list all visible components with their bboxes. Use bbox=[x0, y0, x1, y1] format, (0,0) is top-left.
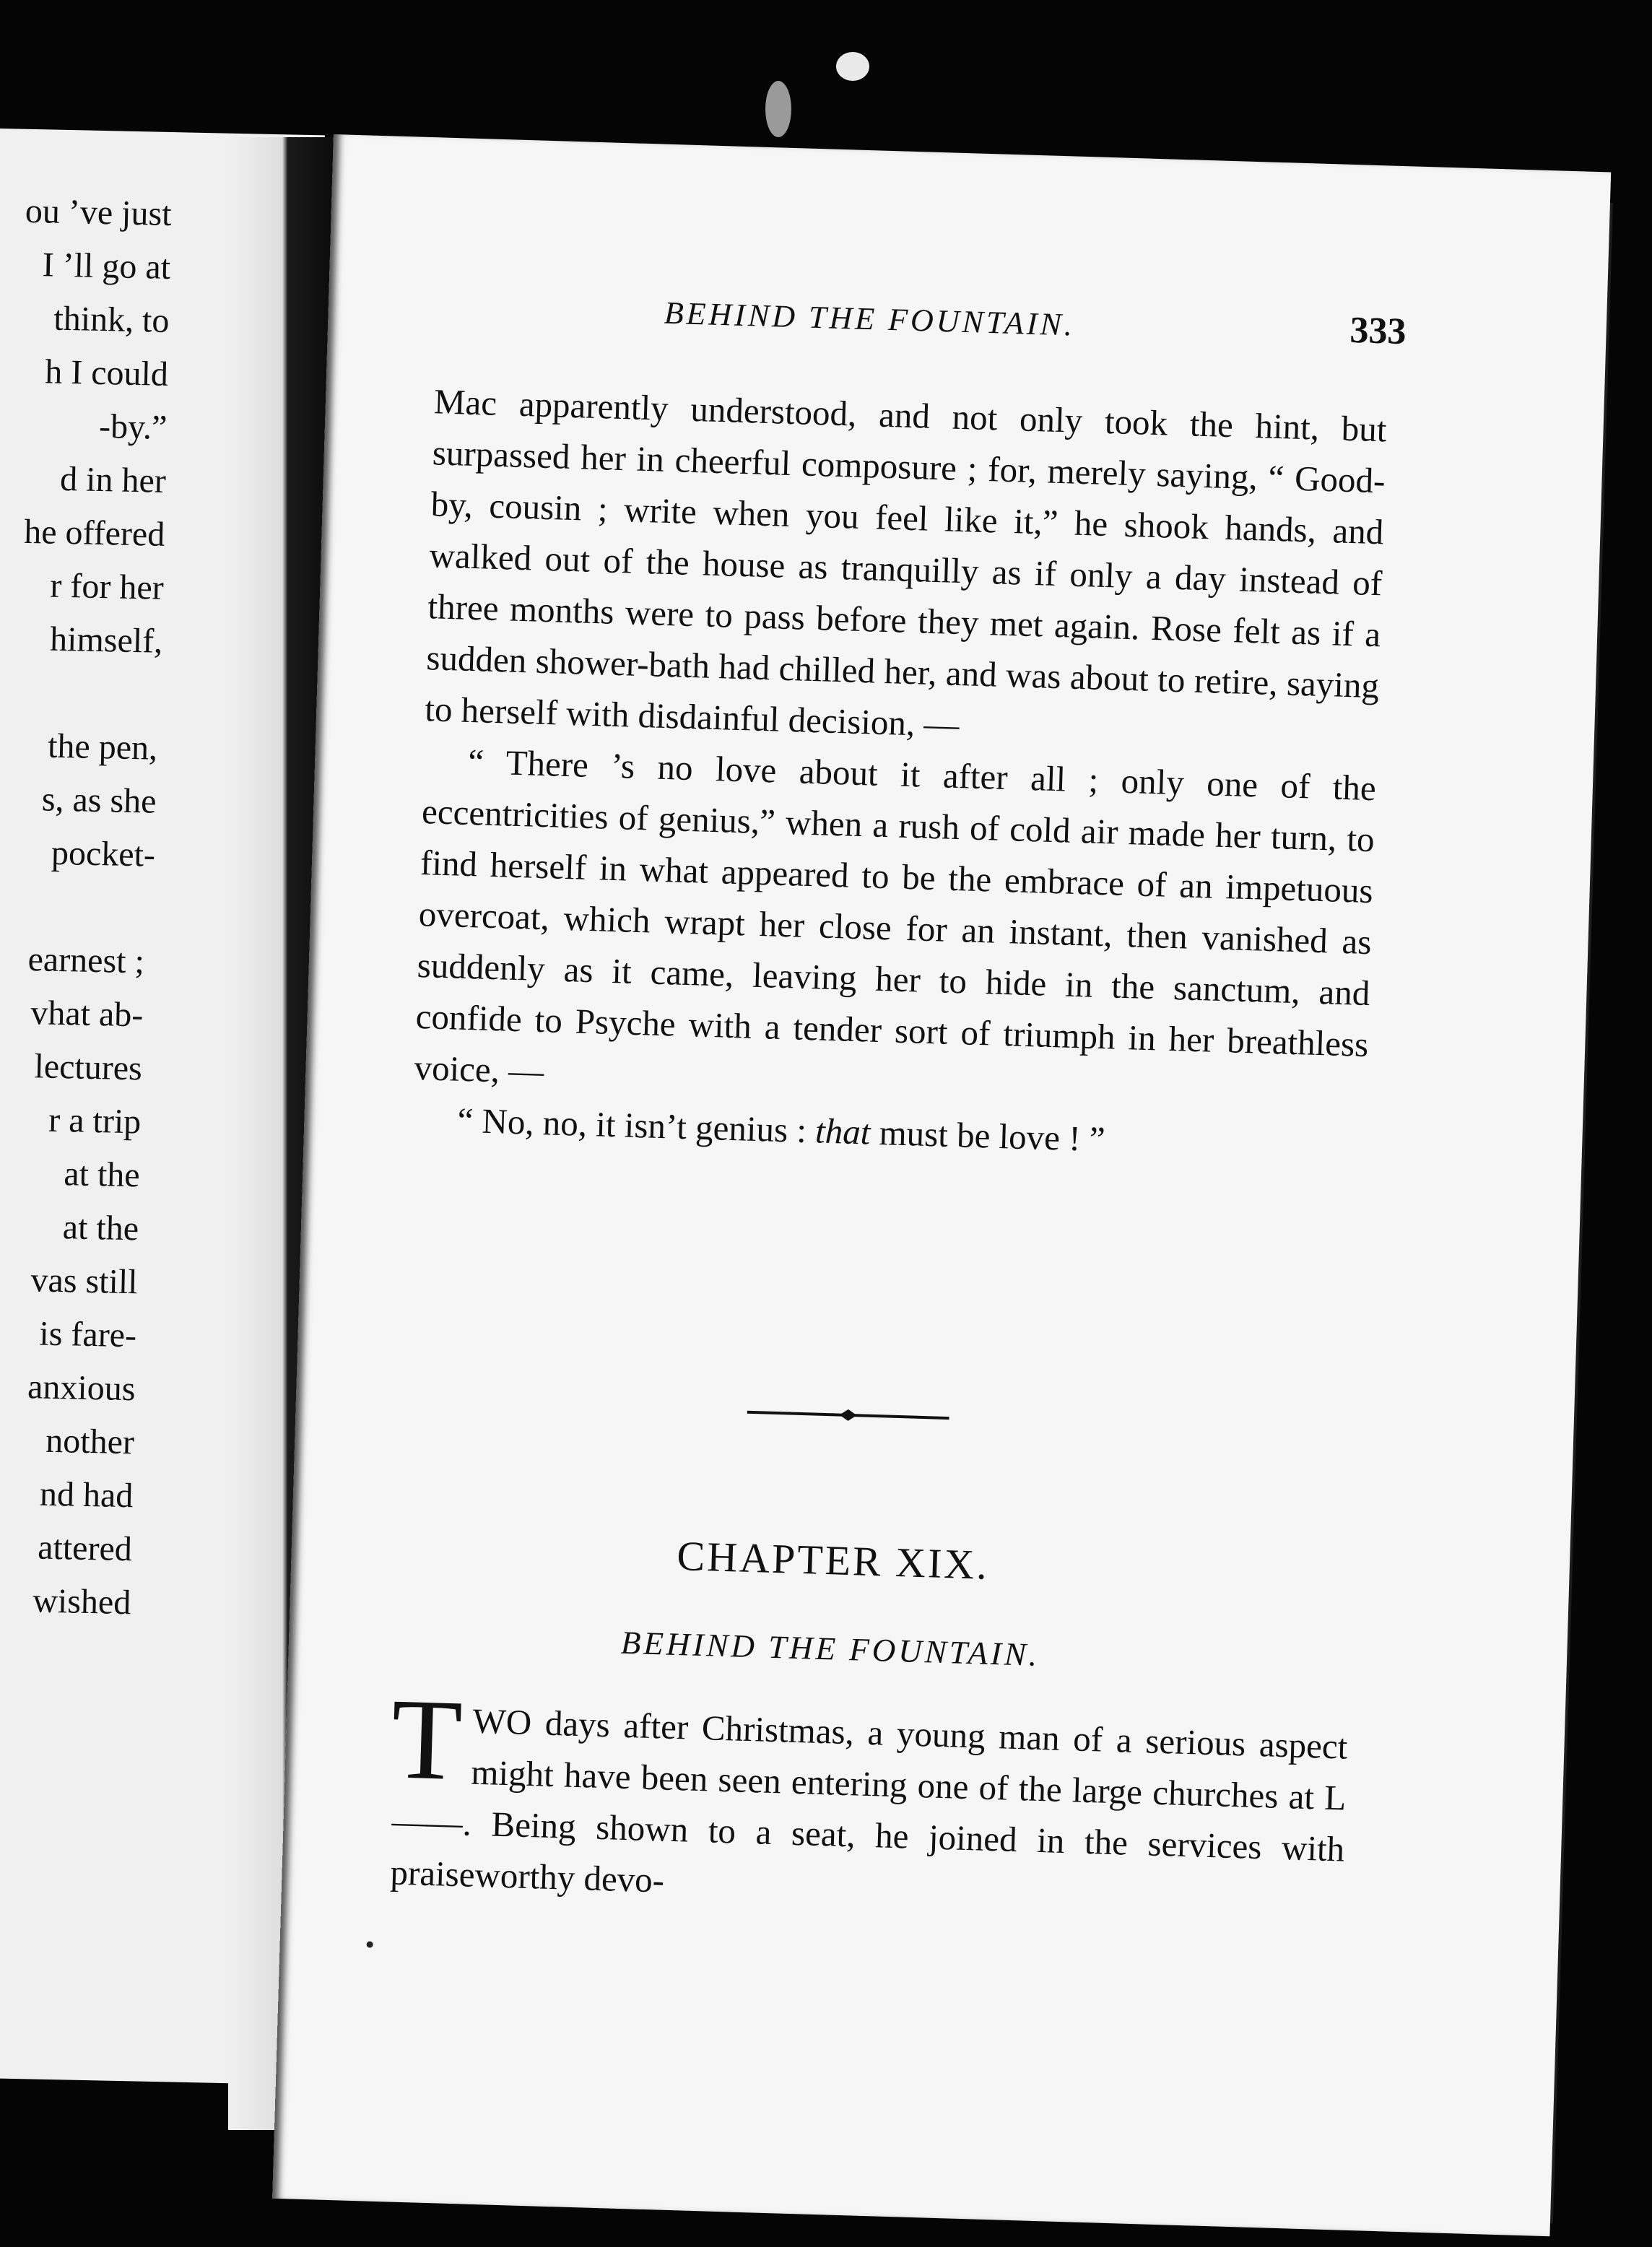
left-page-lines bbox=[0, 129, 325, 1622]
left-page-line: -by.” bbox=[98, 407, 168, 447]
paragraph: “ There ’s no love about it after all ; only one of the eccentricities of genius,” when a rush of cold air made her turn, to find herself in what appeared to be the embrace of an impetuous overcoat, which wrapt her close for an instant, then vanished as suddenly as it came, leaving her to hide in the sanctum, and confide to Psyche with a tender sort of triumph in her breathless voice, — bbox=[413, 741, 1377, 1092]
paragraph: Mac apparently understood, and not only took the hint, but surpassed her in cheerful composure ; for, merely saying, “ Good-by, cousin ; write when you feel like it,” he shook hands, and walked out of the house as tranquilly as if only a day instead of three months were to pass before they met again. Rose felt as if a sudden shower-bath had chilled her, and was about to retire, saying to herself with disdainful decision, — bbox=[424, 381, 1388, 745]
left-page-line: at the bbox=[62, 1208, 139, 1248]
left-page-line: the pen, bbox=[47, 726, 158, 768]
closing-text-start: “ No, no, it isn’t genius : bbox=[456, 1100, 817, 1151]
left-page-line: lectures bbox=[34, 1047, 143, 1088]
scan-blotch bbox=[836, 52, 869, 81]
opening-small-caps: WO bbox=[471, 1700, 533, 1743]
left-page-line: think, to bbox=[53, 299, 170, 340]
section-divider-ornament bbox=[747, 1404, 949, 1427]
closing-emphasis: that bbox=[814, 1111, 871, 1152]
running-head: BEHIND THE FOUNTAIN. bbox=[664, 295, 1076, 343]
left-page-line: pocket- bbox=[51, 833, 156, 874]
left-page-line: vhat ab- bbox=[30, 994, 144, 1035]
ink-speck bbox=[367, 1941, 373, 1947]
opening-text: days after Christmas, a young man of a serious aspect might have been seen entering one of the large churches at L——. Being shown to a seat, he joined in the services with praiseworthy devo- bbox=[389, 1703, 1349, 1900]
right-page bbox=[272, 134, 1611, 2236]
left-page-line: s, as she bbox=[41, 780, 157, 821]
left-page-line: is fare- bbox=[38, 1314, 137, 1355]
left-page-line: wished bbox=[32, 1581, 131, 1622]
left-page-line: nd had bbox=[39, 1474, 134, 1516]
left-page-line: nother bbox=[45, 1421, 135, 1462]
left-page-line: at the bbox=[63, 1155, 141, 1195]
drop-cap: T bbox=[389, 1674, 464, 1805]
left-page-line: ou ’ve just bbox=[25, 191, 173, 233]
left-page-line: attered bbox=[37, 1528, 133, 1569]
left-page-line: earnest ; bbox=[27, 940, 145, 981]
left-page-line: r for her bbox=[49, 566, 165, 607]
page-number: 333 bbox=[1349, 309, 1407, 353]
body-text bbox=[412, 375, 1388, 1173]
left-page-line: h I could bbox=[44, 352, 169, 394]
chapter-opening bbox=[389, 1674, 1349, 1926]
scan-blotch bbox=[765, 81, 791, 137]
left-page-line: d in her bbox=[59, 459, 167, 500]
left-page-line: he offered bbox=[23, 512, 165, 554]
closing-text-end: must be love ! ” bbox=[869, 1112, 1106, 1160]
left-page-line: himself, bbox=[49, 620, 163, 661]
left-page-line: anxious bbox=[27, 1368, 136, 1409]
left-page-line: I ’ll go at bbox=[42, 245, 171, 287]
left-page-line: r a trip bbox=[48, 1100, 142, 1142]
left-page-line: vas still bbox=[30, 1261, 139, 1302]
chapter-subtitle: BEHIND THE FOUNTAIN. bbox=[620, 1624, 1040, 1673]
chapter-title: CHAPTER XIX. bbox=[676, 1531, 990, 1588]
